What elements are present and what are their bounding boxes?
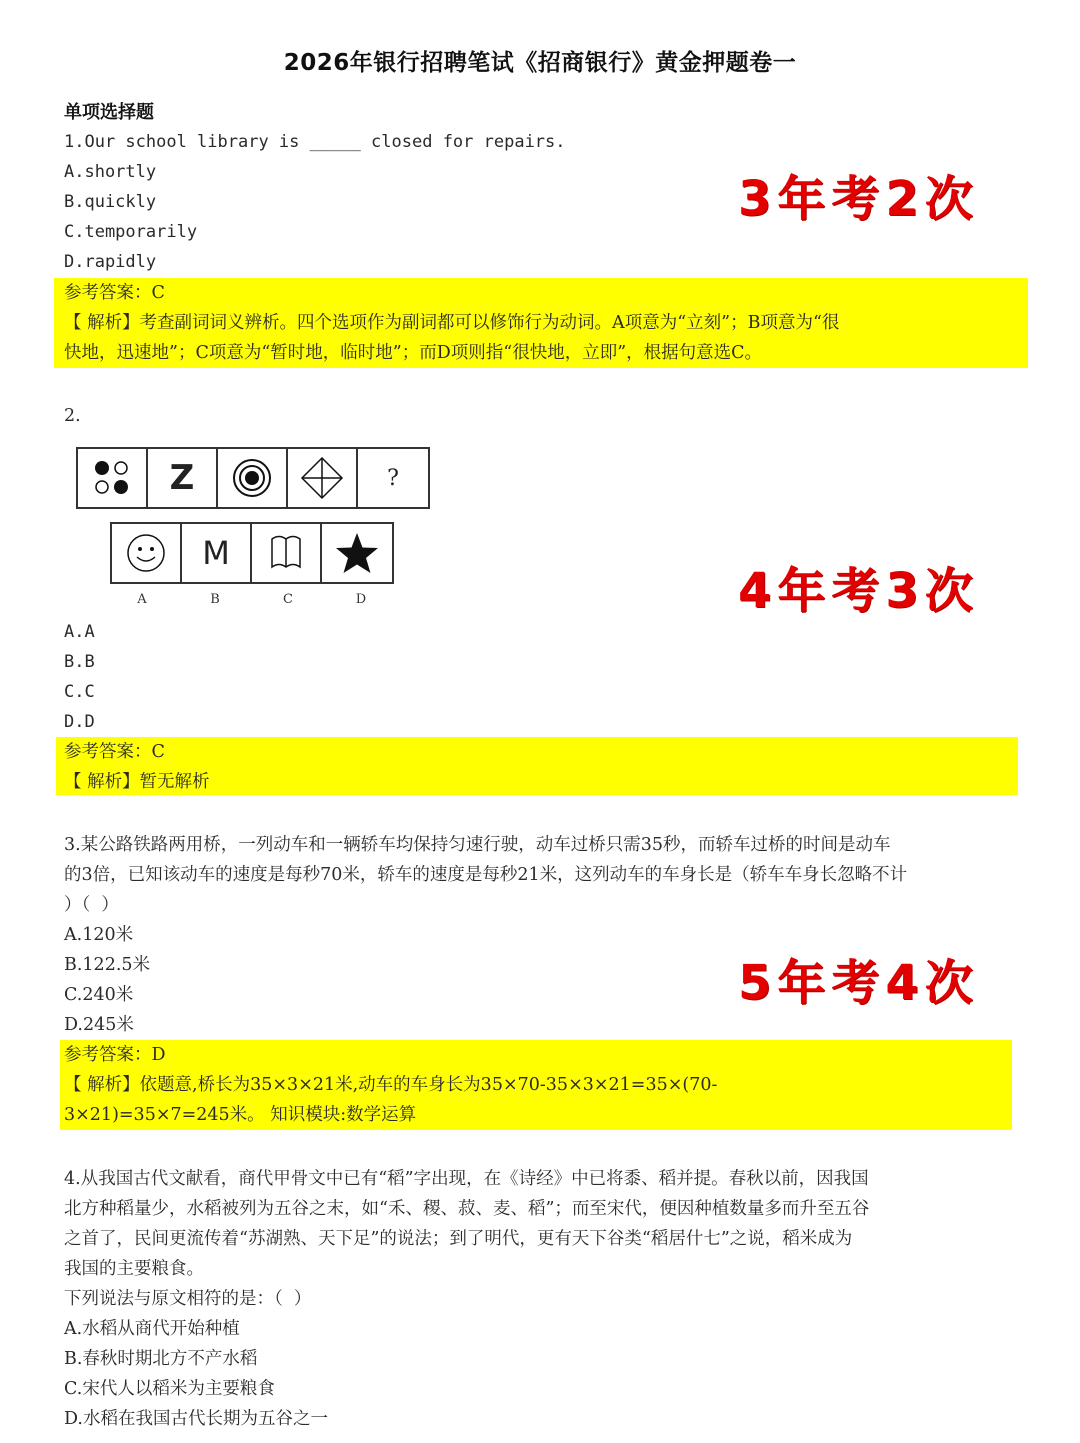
q1-analysis-line: 快地，迅速地”；C项意为“暂时地，临时地”；而D项则指“很快地，立即”，根据句意选C。 [64,343,763,363]
target-circles-figure [218,449,288,507]
q4-stem-line: 我国的主要粮食。 [64,1259,204,1279]
frequency-stamp: 4年考3次 [738,563,979,619]
frequency-stamp: 3年考2次 [738,171,979,227]
q4-option-b: B.春秋时期北方不产水稻 [64,1349,258,1369]
q1-option-d: D.rapidly [64,252,157,272]
q2-pattern-row [76,447,430,509]
diamond-cross-figure [288,449,358,507]
q2-option-c: C.C [64,682,95,702]
q2-analysis: 【 解析】暂无解析 [64,772,210,792]
q3-option-c: C.240米 [64,985,134,1005]
q1-option-c: C.temporarily [64,222,198,242]
q1-analysis-line: 【 解析】考查副词词义辨析。四个选项作为副词都可以修饰行为动词。A项意为“立刻”；B项意为“很 [64,313,840,333]
q2-option-row [110,522,394,584]
q4-stem-line: 北方种稻量少，水稻被列为五谷之末，如“禾、稷、菽、麦、稻”；而至宋代，便因种植数量多而升至五谷 [64,1199,870,1219]
q2-option-b: B.B [64,652,95,672]
q4-stem-line: 之首了，民间更流传着“苏湖熟、天下足”的说法；到了明代，更有天下谷类“稻居什七”之说，稻米成为 [64,1229,853,1249]
folded-map-figure [252,524,322,582]
letter-m-figure: M [182,524,252,582]
section-heading: 单项选择题 [64,102,154,123]
q1-answer: 参考答案：C [64,283,165,303]
q3-option-d: D.245米 [64,1015,134,1035]
q4-option-a: A.水稻从商代开始种植 [64,1319,240,1339]
q4-option-d: D.水稻在我国古代长期为五谷之一 [64,1409,328,1429]
q3-answer: 参考答案：D [64,1045,166,1065]
letter-z-figure: Z [148,449,218,507]
q3-analysis-line: 3×21)=35×7=245米。 知识模块:数学运算 [64,1105,417,1125]
q3-stem-line: ）（ ） [64,895,119,915]
question-mark-cell: ? [387,465,399,491]
q2-option-d: D.D [64,712,95,732]
page-title: 2026年银行招聘笔试《招商银行》黄金押题卷一 [283,50,797,76]
q4-stem-line: 4.从我国古代文献看，商代甲骨文中已有“稻”字出现，在《诗经》中已将黍、稻并提。春秋以前，因我国 [64,1169,869,1189]
q3-option-b: B.122.5米 [64,955,151,975]
frequency-stamp: 5年考4次 [738,955,979,1011]
q3-stem-line: 3.某公路铁路两用桥，一列动车和一辆轿车均保持匀速行驶，动车过桥只需35秒，而轿车过桥的时间是动车 [64,835,891,855]
q2-number: 2. [64,406,81,426]
q2-answer: 参考答案：C [64,742,165,762]
q4-question: 下列说法与原文相符的是：（ ） [64,1289,312,1309]
dots-pattern-figure [78,449,148,507]
q4-option-c: C.宋代人以稻米为主要粮食 [64,1379,275,1399]
q3-stem-line: 的3倍，已知该动车的速度是每秒70米，轿车的速度是每秒21米，这列动车的车身长是（轿车车身长忽略不计 [64,865,908,885]
smiley-face-figure [112,524,182,582]
option-label-d: D [355,592,367,607]
q3-analysis-line: 【 解析】依题意,桥长为35×3×21米,动车的车身长为35×70-35×3×21=35×(70- [64,1075,718,1095]
q3-option-a: A.120米 [64,925,134,945]
option-label-a: A [137,592,147,607]
option-label-c: C [283,592,293,607]
q1-stem: 1.Our school library is _____ closed for repairs. [64,132,566,152]
q2-option-a: A.A [64,622,95,642]
option-label-b: B [210,592,220,607]
q1-option-a: A.shortly [64,162,157,182]
q1-option-b: B.quickly [64,192,157,212]
star-figure [322,524,392,582]
